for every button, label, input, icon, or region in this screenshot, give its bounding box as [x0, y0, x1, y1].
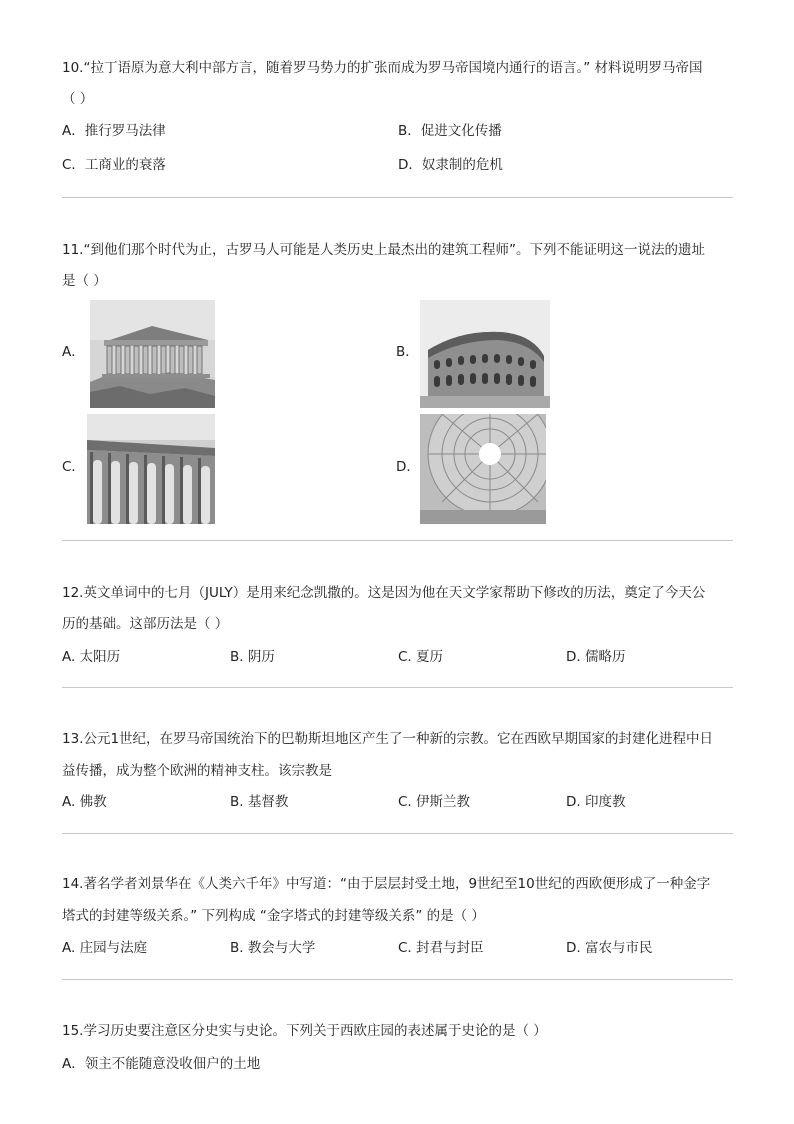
- question-11-option-d[interactable]: D．: [396, 459, 420, 475]
- question-14-option-d[interactable]: D. 富农与市民: [566, 940, 653, 956]
- question-13-option-d[interactable]: D. 印度教: [566, 794, 626, 810]
- question-10-option-b[interactable]: B．促进文化传播: [398, 123, 502, 139]
- divider: [62, 687, 733, 688]
- aqueduct-image: [87, 414, 215, 524]
- question-10-option-c[interactable]: C．工商业的衰落: [62, 157, 166, 173]
- divider: [62, 833, 733, 834]
- question-14-option-b[interactable]: B. 教会与大学: [230, 940, 316, 956]
- divider: [62, 540, 733, 541]
- divider: [62, 979, 733, 980]
- question-10-option-d[interactable]: D．奴隶制的危机: [398, 157, 503, 173]
- question-11-option-b[interactable]: B．: [396, 344, 419, 360]
- question-13-option-b[interactable]: B. 基督教: [230, 794, 289, 810]
- question-11-stem-line1: 11.“到他们那个时代为止，古罗马人可能是人类历史上最杰出的建筑工程师”。下列不能证明这一说法的遗址: [62, 242, 705, 258]
- question-13-stem-line1: 13.公元1世纪，在罗马帝国统治下的巴勒斯坦地区产生了一种新的宗教。它在西欧早期国家的封建化进程中日: [62, 731, 714, 747]
- question-12-option-b[interactable]: B. 阴历: [230, 649, 275, 665]
- question-13-option-a[interactable]: A. 佛教: [62, 794, 107, 810]
- pantheon-dome-image: [420, 414, 546, 524]
- question-13-option-c[interactable]: C. 伊斯兰教: [398, 794, 471, 810]
- question-10-stem-line2: （ ）: [62, 91, 94, 107]
- question-10-option-a[interactable]: A．推行罗马法律: [62, 123, 166, 139]
- question-14-stem-line1: 14.著名学者刘景华在《人类六千年》中写道：“由于层层封受土地，9世纪至10世纪的西欧便形成了一种金字: [62, 876, 711, 892]
- divider: [62, 197, 733, 198]
- question-12-option-a[interactable]: A. 太阳历: [62, 649, 121, 665]
- question-15-option-a[interactable]: A．领主不能随意没收佃户的土地: [62, 1056, 261, 1072]
- colosseum-image: [420, 300, 550, 408]
- question-12-stem-line1: 12.英文单词中的七月（JULY）是用来纪念凯撒的。这是因为他在天文学家帮助下修改的历法，奠定了今天公: [62, 585, 706, 601]
- question-11-option-a[interactable]: A．: [62, 344, 85, 360]
- question-12-option-c[interactable]: C. 夏历: [398, 649, 444, 665]
- question-14-option-a[interactable]: A. 庄园与法庭: [62, 940, 148, 956]
- question-11-option-c[interactable]: C．: [62, 459, 85, 475]
- question-10-stem-line1: 10.“拉丁语原为意大利中部方言，随着罗马势力的扩张而成为罗马帝国境内通行的语言。” 材料说明罗马帝国: [62, 60, 703, 76]
- question-14-option-c[interactable]: C. 封君与封臣: [398, 940, 484, 956]
- parthenon-image: [90, 300, 215, 408]
- question-13-stem-line2: 益传播，成为整个欧洲的精神支柱。该宗教是: [62, 763, 332, 779]
- question-12-option-d[interactable]: D. 儒略历: [566, 649, 626, 665]
- question-11-stem-line2: 是（ ）: [62, 273, 107, 289]
- question-12-stem-line2: 历的基础。这部历法是（ ）: [62, 616, 229, 632]
- question-15-stem-line1: 15.学习历史要注意区分史实与史论。下列关于西欧庄园的表述属于史论的是（ ）: [62, 1023, 547, 1039]
- question-14-stem-line2: 塔式的封建等级关系。” 下列构成 “金字塔式的封建等级关系” 的是（ ）: [62, 908, 485, 924]
